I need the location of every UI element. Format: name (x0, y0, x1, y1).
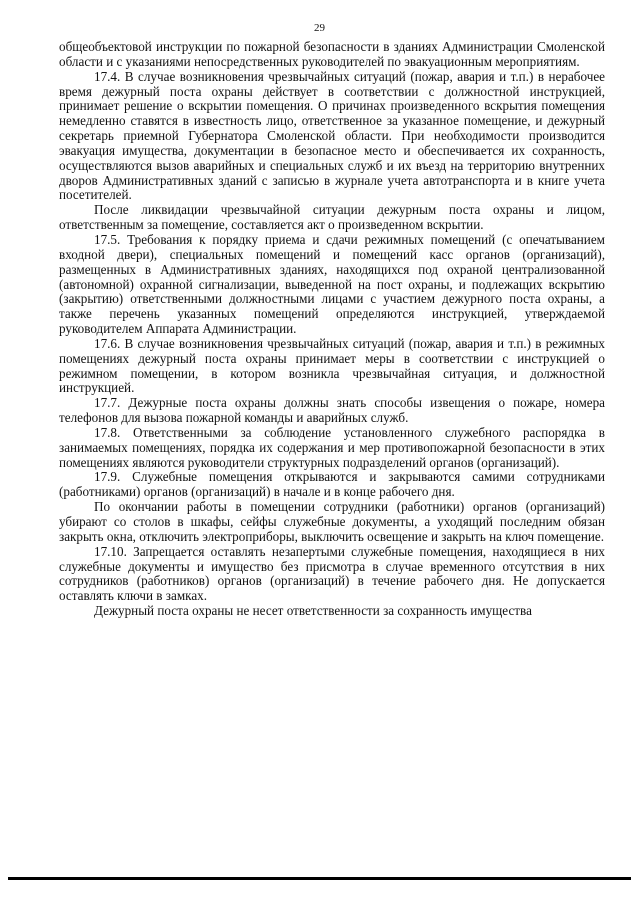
body-text (59, 40, 605, 619)
paragraph-17-6: 17.6. В случае возникновения чрезвычайных ситуаций (пожар, авария и т.п.) в режимных помещениях дежурный поста охраны принимает меры в соответствии с инструкцией о режимном помещении, в котором возникла чрезвычайная ситуация, и должностной инструкцией. (59, 335, 605, 396)
paragraph-guard-liability: Дежурный поста охраны не несет ответственности за сохранность имущества (94, 603, 532, 619)
paragraph-after-emergency: После ликвидации чрезвычайной ситуации дежурным поста охраны и лицом, ответственным за помещение, составляется акт о произведенном вскрытии. (59, 202, 605, 233)
bottom-rule (8, 877, 631, 880)
paragraph-end-of-work: По окончании работы в помещении сотрудники (работники) органов (организаций) убирают со столов в шкафы, сейфы служебные документы, а уходящий последним обязан закрыть окна, отключить электроприборы, выключить освещение и закрыть на ключ помещение. (59, 499, 605, 544)
paragraph-17-9: 17.9. Служебные помещения открываются и закрываются самими сотрудниками (работниками) органов (организаций) в начале и в конце рабочего дня. (59, 469, 605, 500)
paragraph-17-10: 17.10. Запрещается оставлять незапертыми служебные помещения, находящиеся в них служебные документы и имущество без присмотра в случае временного отсутствия в них сотрудников (работников) органов (организаций) в течение рабочего дня. Не допускается оставлять ключи в замках. (59, 543, 605, 604)
paragraph-17-5: 17.5. Требования к порядку приема и сдачи режимных помещений (с опечатыванием входной двери), специальных помещений и помещений касс органов (организаций), размещенных в Административных зданиях, находящихся под охраной централизованной (автономной) охранной сигнализации, выведенной на пост охраны, и подлежащих вскрытию (закрытию) ответственными должностными лицами с участием дежурного поста охраны, а также перечень указанных помещений определяются инструкцией, утверждаемой руководителем Аппарата Администрации. (59, 231, 605, 337)
paragraph-continuation: общеобъектовой инструкции по пожарной безопасности в зданиях Администрации Смоленской области и с указаниями непосредственных руководителей по эвакуационным мероприятиям. (59, 39, 605, 69)
paragraph-17-8: 17.8. Ответственными за соблюдение установленного служебного распорядка в занимаемых помещениях, порядка их содержания и мер противопожарной безопасности в этих помещениях являются руководители структурных подразделений органов (организаций). (59, 424, 605, 470)
paragraph-17-7: 17.7. Дежурные поста охраны должны знать способы извещения о пожаре, номера телефонов для вызова пожарной команды и аварийных служб. (59, 395, 605, 426)
paragraph-17-4: 17.4. В случае возникновения чрезвычайных ситуаций (пожар, авария и т.п.) в нерабочее время дежурный поста охраны действует в соответствии с должностной инструкцией, принимает решение о вскрытии помещения. О причинах произведенного вскрытия помещения немедленно ставятся в известность лицо, ответственное за указанное помещение, и дежурный секретарь приемной Губернатора Смоленской области. При необходимости производится эвакуация имущества, документации в безопасное место и обеспечивается их сохранность, осуществляются вызов аварийных и специальных служб и их въезд на территорию внутренних дворов Административных зданий с записью в журнале учета автотранспорта и в книге учета посетителей. (59, 68, 605, 203)
page-number: 29 (314, 22, 325, 34)
